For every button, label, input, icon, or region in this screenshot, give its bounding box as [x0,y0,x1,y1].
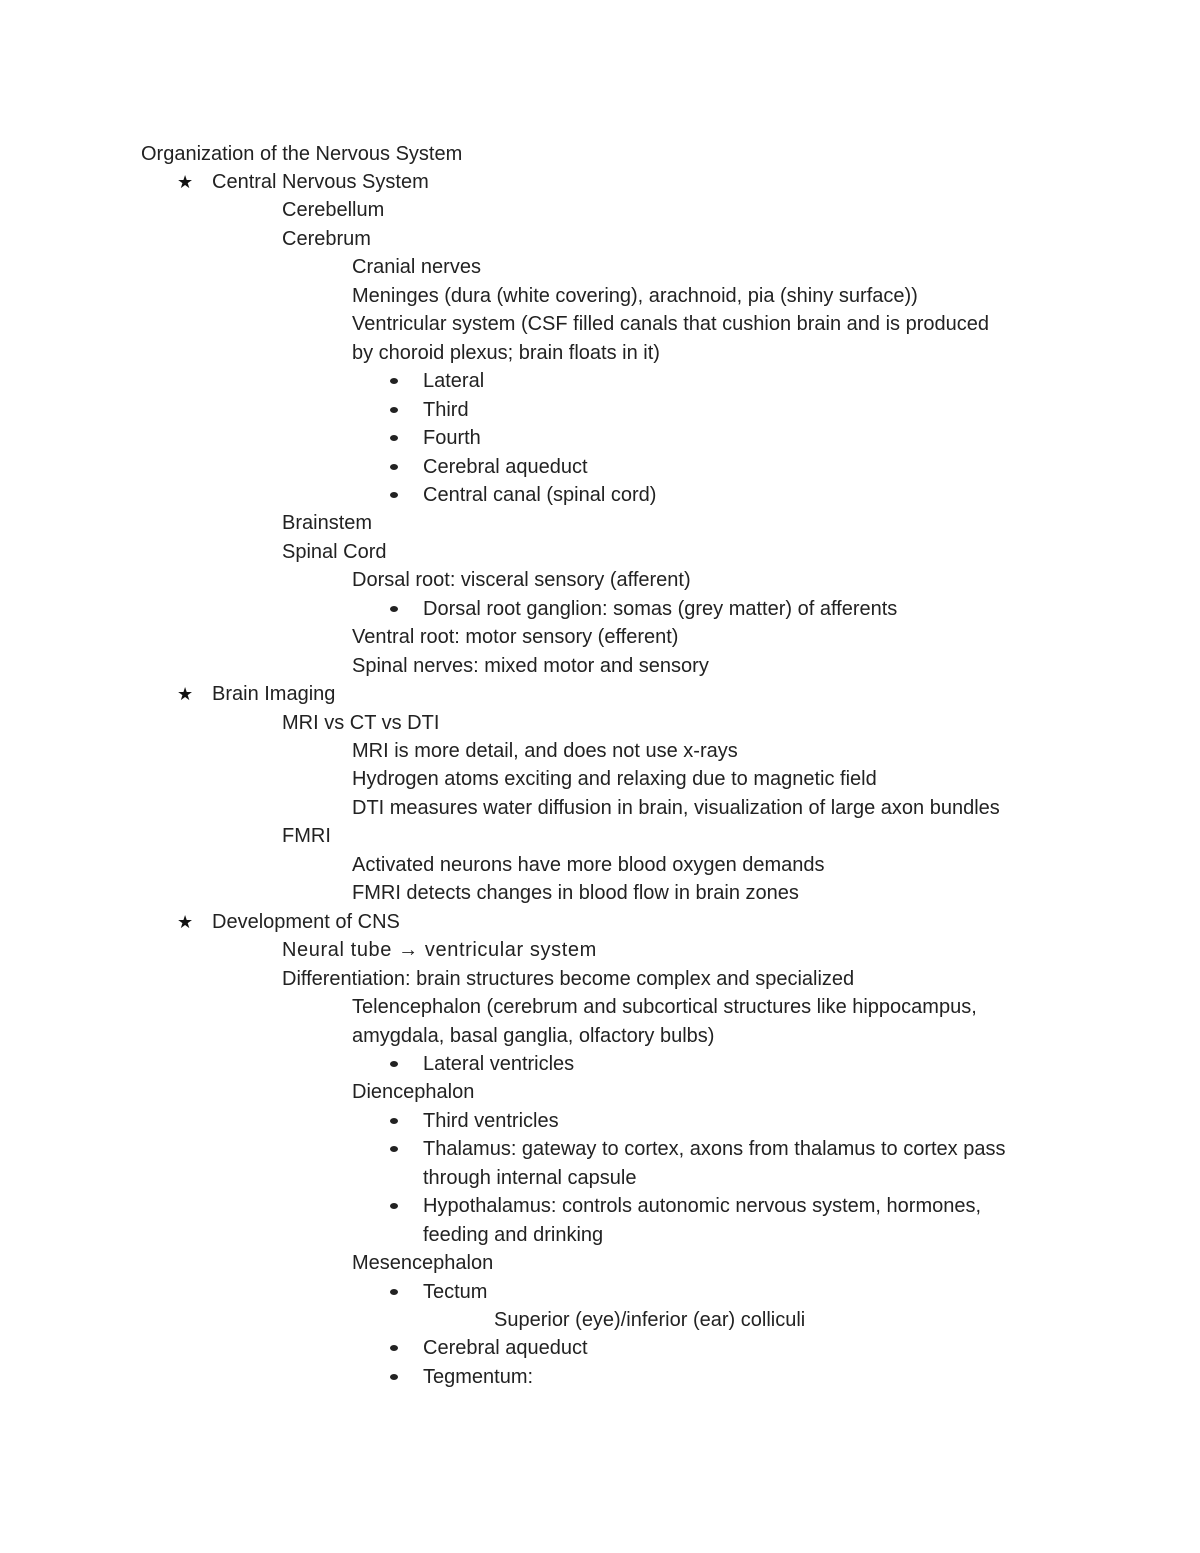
dot-bullet-icon [390,1289,398,1295]
dot-bullet-icon [390,464,398,470]
list-item-text: Ventricular system (CSF filled canals that cushion brain and is produced [352,313,989,336]
dot-bullet-icon [390,435,398,441]
list-item-text: Dorsal root: visceral sensory (afferent) [352,569,691,592]
list-item-text: Meninges (dura (white covering), arachnoid, pia (shiny surface)) [352,284,918,307]
list-item-text: Telencephalon (cerebrum and subcortical structures like hippocampus, [352,996,977,1019]
dot-bullet-icon [390,1118,398,1124]
list-item-text: Cerebral aqueduct [423,1337,588,1360]
list-item-text: through internal capsule [423,1166,637,1189]
list-item-text: Development of CNS [212,910,400,933]
list-item-text: Ventral root: motor sensory (efferent) [352,626,679,649]
dot-bullet-icon [390,606,398,612]
list-item-text: by choroid plexus; brain floats in it) [352,341,660,364]
list-item-text: MRI vs CT vs DTI [282,711,440,734]
list-item-text: MRI is more detail, and does not use x-rays [352,740,738,762]
dot-bullet-icon [390,378,398,384]
list-item-text: amygdala, basal ganglia, olfactory bulbs) [352,1024,715,1047]
dot-bullet-icon [390,1203,398,1209]
list-item-text: Hydrogen atoms exciting and relaxing due to magnetic field [352,768,877,791]
list-item-text: Cerebrum [282,227,371,250]
list-item-text: Mesencephalon [352,1252,494,1275]
list-item-text: Neural tube → ventricular system [282,939,597,962]
dot-bullet-icon [390,407,398,413]
list-item-text: Brainstem [282,512,373,535]
list-item-text: Cranial nerves [352,256,481,279]
page-title: Organization of the Nervous System [141,143,463,165]
list-item-text: Activated neurons have more blood oxygen demands [352,853,825,876]
star-bullet-icon: ★ [177,684,194,705]
list-item-text: Brain Imaging [212,683,336,706]
dot-bullet-icon [390,1146,398,1152]
dot-bullet-icon [390,1374,398,1380]
list-item-text: DTI measures water diffusion in brain, visualization of large axon bundles [352,796,1000,819]
dot-bullet-icon [390,1061,398,1067]
list-item-text: Third [423,398,469,421]
list-item-text: Tegmentum: [423,1365,534,1388]
list-item-text: Lateral ventricles [423,1052,575,1075]
list-item-text: Cerebral aqueduct [423,455,588,478]
dot-bullet-icon [390,1345,398,1351]
list-item-text: Spinal Cord [282,540,387,563]
list-item-text: Fourth [423,427,481,450]
list-item-text: Superior (eye)/inferior (ear) colliculi [494,1309,806,1331]
list-item-text: FMRI detects changes in blood flow in brain zones [352,882,799,905]
star-bullet-icon: ★ [177,172,194,192]
list-item-text: Third ventricles [423,1109,559,1132]
list-item-text: Differentiation: brain structures become complex and specialized [282,967,855,990]
list-item-text: Spinal nerves: mixed motor and sensory [352,654,709,677]
list-item-text: FMRI [282,825,331,848]
list-item-text: Central Nervous System [212,171,429,193]
list-item-text: Diencephalon [352,1081,475,1104]
list-item-text: Tectum [423,1280,488,1303]
list-item-text: Cerebellum [282,199,385,222]
list-item-text: Central canal (spinal cord) [423,483,657,506]
list-item-text: Dorsal root ganglion: somas (grey matter) of afferents [423,597,898,620]
star-bullet-icon: ★ [177,911,194,932]
list-item-text: Lateral [423,370,485,393]
list-item-text: Thalamus: gateway to cortex, axons from thalamus to cortex pass [423,1138,1006,1161]
list-item-text: Hypothalamus: controls autonomic nervous system, hormones, [423,1195,982,1218]
list-item-text: feeding and drinking [423,1223,604,1246]
dot-bullet-icon [390,492,398,498]
